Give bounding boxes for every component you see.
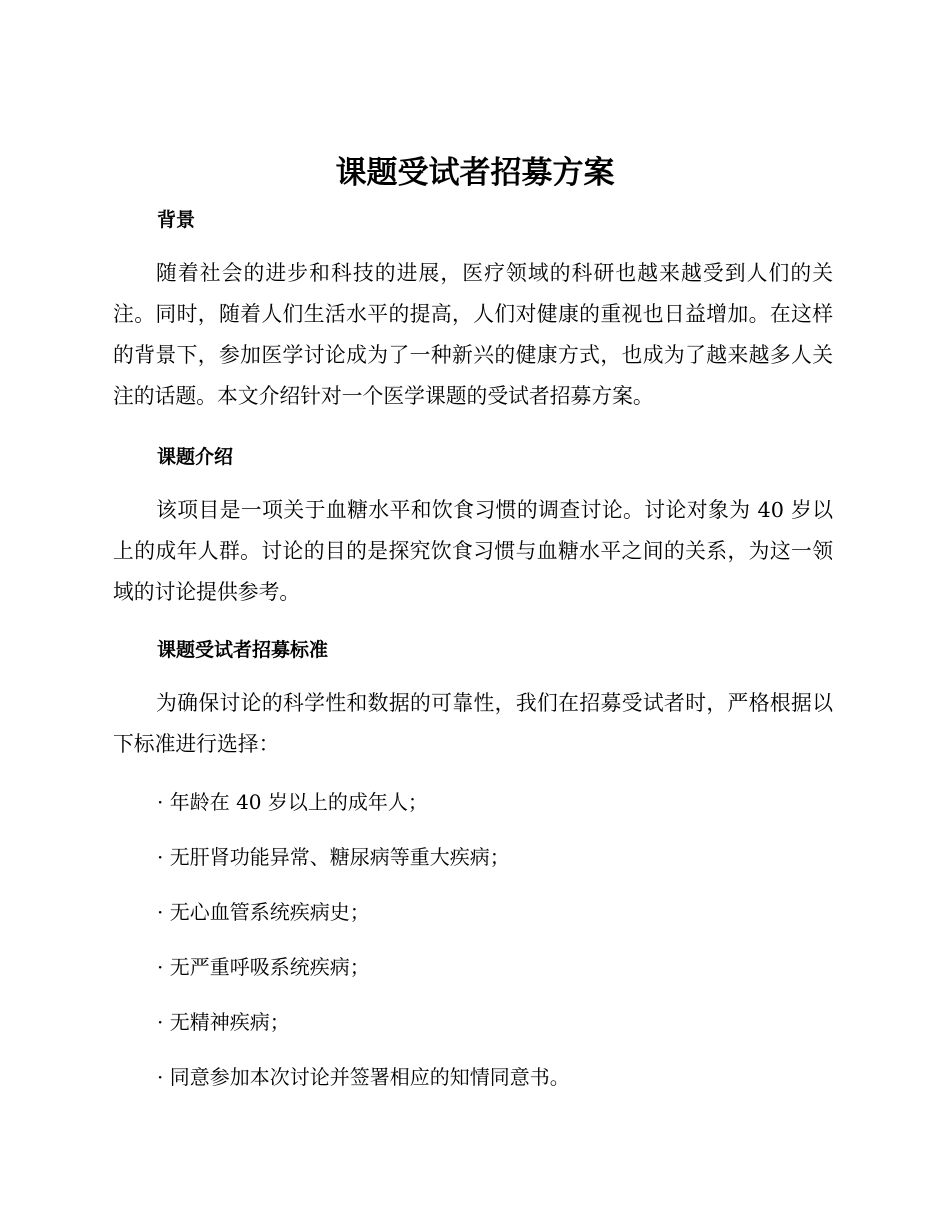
section-heading-project-intro: 课题介绍 [157, 446, 234, 468]
criteria-list-item: · 年龄在 40 岁以上的成年人； [157, 790, 428, 814]
section-heading-recruitment-criteria: 课题受试者招募标准 [157, 639, 329, 661]
document-title: 课题受试者招募方案 [335, 155, 615, 191]
criteria-list-item: · 无精神疾病； [157, 1010, 290, 1034]
recruitment-criteria-intro: 为确保讨论的科学性和数据的可靠性，我们在招募受试者时，严格根据以下标准进行选择： [113, 691, 833, 756]
criteria-list-item: · 无心血管系统疾病史； [157, 900, 370, 924]
background-paragraph: 随着社会的进步和科技的进展，医疗领域的科研也越来越受到人们的关注。同时，随着人们生活水平的提高，人们对健康的重视也日益增加。在这样的背景下，参加医学讨论成为了一种新兴的健康方式，也成为了越来越多人关注的话题。本文介绍针对一个医学课题的受试者招募方案。 [113, 261, 833, 408]
project-intro-paragraph: 该项目是一项关于血糖水平和饮食习惯的调查讨论。讨论对象为 40 岁以上的成年人群。讨论的目的是探究饮食习惯与血糖水平之间的关系，为这一领域的讨论提供参考。 [113, 498, 833, 604]
criteria-list-item: · 同意参加本次讨论并签署相应的知情同意书。 [157, 1065, 570, 1089]
criteria-list-item: · 无肝肾功能异常、糖尿病等重大疾病； [157, 845, 510, 869]
section-heading-background: 背景 [157, 209, 196, 231]
criteria-list-item: · 无严重呼吸系统疾病； [157, 955, 370, 979]
